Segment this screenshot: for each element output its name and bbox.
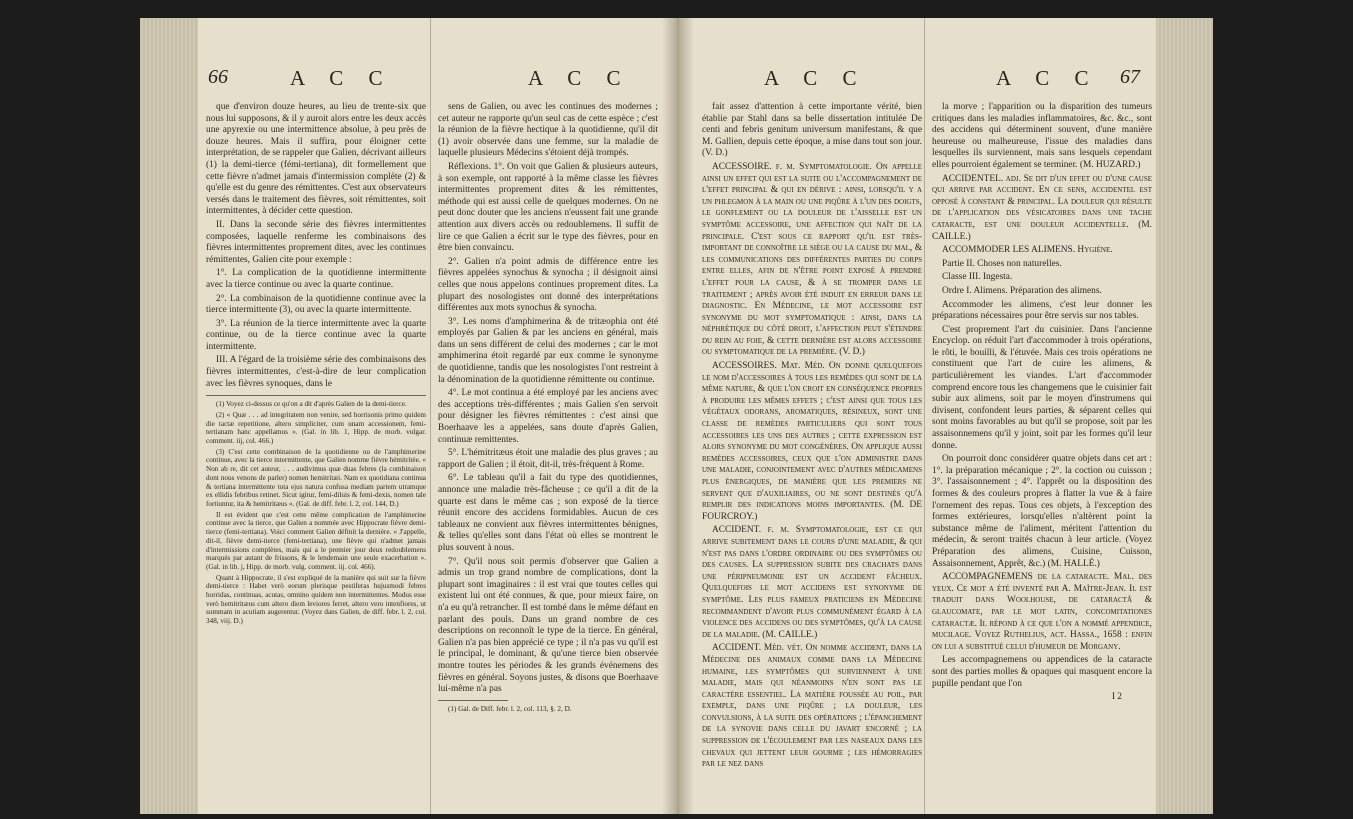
page-edges-right <box>1156 18 1213 814</box>
paragraph: fait assez d'attention à cette importante vérité, bien établie par Stahl dans sa belle dissertation intitulée De centi and febris genitum universum manifestans, & que M. Gallien, depuis cette époque, a mise dans tout son jour. (V. D.) <box>702 102 922 159</box>
paragraph: 4°. Le mot continua a été employé par les anciens avec des acceptions très-différentes ; mais Galien s'en servoit pour désigner les fièvres rémittentes : c'est ainsi que Boerhaave les a appelées, sans doute d'après Galien, continuæ remittentes. <box>438 388 658 445</box>
right-column-1 <box>702 102 922 802</box>
book-gutter <box>662 18 694 814</box>
paragraph: Accommoder les alimens, c'est leur donner les préparations nécessaires pour être servis sur nos tables. <box>932 299 1152 322</box>
right-column-2 <box>932 102 1152 802</box>
paragraph: Ordre I. Alimens. Préparation des alimens. <box>942 285 1102 296</box>
dictionary-entry: ACCOMMODER LES ALIMENS. Hygiène. <box>942 245 1113 256</box>
paragraph: sens de Galien, ou avec les continues des modernes ; cet auteur ne rapporte qu'un seul cas de cette espèce ; c'est la réunion de la fièvre hectique à la quotidienne, qu'il dit (1) avoir observée dans une femme, sur la maladie de laquelle plusieurs Médecins s'étoient déjà trompés. <box>438 102 658 159</box>
running-head-left-col2: A C C <box>528 66 631 90</box>
paragraph: 2°. La combinaison de la quotidienne continue avec la tierce intermittente (3), ou avec la quarte intermittente. <box>206 293 426 316</box>
left-page <box>198 18 674 814</box>
right-page <box>680 18 1156 814</box>
left-column-2 <box>438 102 658 802</box>
dictionary-entry: ACCESSOIRES. Mat. Méd. On donne quelquefois le nom d'accessoires à tous les remèdes qui sont de la même nature, & que l'on croit en conséquence propres à produire les mêmes effets ; c'est ainsi que tous les végétaux odorans, aromatiques, résineux, sont une classe de remèdes particuliers qui sont tous accessoires les uns des autres ; cette expression est alors synonyme du mot congénères. On applique aussi remèdes accessoires, ceux que l'on administre dans une maladie, conjointement avec d'autres médicamens plus énergiques, de manière que les premiers ne servent que d'auxiliaires, ou ne sont destinés qu'à remplir des indications moins importantes. (M. DE FOURCROY.) <box>702 361 922 522</box>
dictionary-entry: ACCIDENTEL. adj. Se dit d'un effet ou d'une cause qui arrive par accident. En ce sens, accidentel est opposé à constant & principal. La douleur qui résulte de l'application des vésicatoires dans une tache cataracte, est une douleur accidentelle. (M. CAILLE.) <box>932 173 1152 242</box>
left-page-header <box>198 66 674 96</box>
open-book <box>140 18 1213 814</box>
footnote: (2) « Quæ . . . ad integritatem non venire, sed horrisonis primo quidem die tactæ repetitione, altero simpliciter, cum unam accessionem, femi-tertianam hanc appellamus ». (Gal. in lib. 1, Hipp. de morb. vulgar. comment. iij, col. 466.) <box>206 410 426 446</box>
running-head-right-col2: A C C <box>996 66 1099 90</box>
dictionary-entry: ACCIDENT. Méd. vét. On nomme accident, dans la Médecine des animaux comme dans la Médecine humaine, les symptômes qui surviennent à une maladie, mais qui néanmoins n'en sont pas le caractère essentiel. La matière foussée au poil, par exemple, dans une piqûre ; la douleur, les convulsions, à la suite des opérations ; l'épanchement de la synovie dans celle du javart encorné ; la suppression de l'écoulement par les naseaux dans les chevaux qui jettent leur gourme ; les hémorragies par le nez dans <box>702 643 922 770</box>
page-edges-left <box>140 18 198 814</box>
paragraph: 3°. Les noms d'amphimerina & de tritæophia ont été employés par Galien & par les anciens en général, mais dans un sens différent de celui des modernes ; car le mot amphimerina étoit regardé par eux comme le synonyme de quotidienne, tandis que les nosologistes l'ont restreint à la dénomination de la quotidienne rémittente ou continue. <box>438 316 658 385</box>
footnote: (1) Voyez ci-dessus ce qu'on a dit d'après Galien de la demi-tierce. <box>216 400 407 409</box>
footnote: (1) Gal. de Diff. febr. l. 2, col. 113, §. 2, D. <box>448 704 572 713</box>
paragraph: On pourroit donc considérer quatre objets dans cet art : 1°. la préparation mécanique ; 2°. la coction ou cuisson ; 3°. l'assaisonnement ; 4°. l'apprêt ou la disposition des formes & des couleurs propres à flatter la vue & à faire l'ornement des repas. Tous ces objets, à l'exception des formes extérieures, lorsqu'elles n'altèrent point la substance même de l'aliment, méritent l'attention du médecin, & seront traités chacun à leur article. (Voyez Préparation des alimens, Cuisine, Cuisson, Assaisonnement, Apprêt, &c.) (M. HALLÉ.) <box>932 454 1152 569</box>
paragraph: Partie II. Choses non naturelles. <box>942 258 1062 269</box>
paragraph: III. A l'égard de la troisième série des combinaisons des fièvres intermittentes, c'est-à-dire de leur complication avec les fièvres synoques, dans le <box>206 355 426 389</box>
page-number-left: 66 <box>208 66 228 88</box>
column-divider <box>430 18 431 814</box>
paragraph: 7°. Qu'il nous soit permis d'observer que Galien a admis un trop grand nombre de complications, dont la plupart sont imaginaires : il est vrai que toutes celles qui existent lui ont été connues, & que, pour mieux faire, on n'a eu qu'à retrancher. Il est tombé dans le même défaut en parlant des pouls. Dans un grand nombre de ces descriptions on reconnoît le type de la tierce. En général, Galien n'a pas bien apprécié ce type ; il n'a pas vu qu'il est le principal, le dominant, & qu'une tierce bien observée montre toutes les périodes & les grands événemens des fièvres en général. Soyons justes, & disons que Boerhaave lui-même n'a pas <box>438 556 658 695</box>
paragraph: Les accompagnemens ou appendices de la cataracte sont des parties molles & opaques qui masquent encore la pupille pendant que l'on <box>932 655 1152 689</box>
dictionary-entry: ACCIDENT. f. m. Symptomatologie, est ce qui arrive subitement dans le cours d'une maladie, & qui n'est pas dans l'ordre ordinaire ou des symptômes ou des causes. La suppression subite des crachats dans une péripneumonie est un accident fâcheux. Quelquefois le mot accidens est synonyme de symptôme. Les plus fameux praticiens en Médecine recommandent d'avoir plus communément égard à la violence des accidens ou des symptômes, qu'à la cause de la maladie. (M. CAILLE.) <box>702 525 922 640</box>
paragraph: 3°. La réunion de la tierce intermittente avec la quarte continue, ou de la tierce continue avec la quarte intermittente. <box>206 318 426 352</box>
footnote: (3) C'est cette combinaison de la quotidienne ou de l'amphimerine continue, avec la tierce intermittente, que Galien nomme fièvre hémitritée. « Non ab re, dit cet auteur, . . . audivimus quæ duas febres (la combinaison dont nous venons de parler) nomen hemitritæi. Nam ex quotidiana continua & tertiana intermittente tota ejus natura confusa mediam partem utramque ex ellidis febribus retinet. Sicut igitur, femi-diluis & femi-dexis, nomen tale fortiuntur, ita & hemitritæus ». (Gal. de diff. febr. l. 2, col. 144, D.) <box>206 447 426 508</box>
column-divider <box>924 18 925 814</box>
paragraph: la morve ; l'apparition ou la disparition des tumeurs critiques dans les maladies inflammatoires, &c. &c., sont des accidens qui déterminent souvent, d'une manière heureuse ou malheureuse, l'issue des maladies dans lesquelles ils surviennent, mais sans lesquels cependant elles pourroient également se terminer. (M. HUZARD.) <box>932 102 1152 170</box>
running-head-left: A C C <box>290 66 393 90</box>
signature-mark: I 2 <box>1111 692 1122 703</box>
footnote: Quant à Hippocrate, il s'est expliqué de la manière qui suit sur la fièvre demi-tierce : Habet verò eorum plerisque pestiferas hujusmodi febres horridas, continuas, acutas, omnino quidem non intermittentes. Modus esse verò hemitritæus cum altero diem leviores ferret, altero vero intenfiores, ut summam in acutiam augerentur. (Voyez dans Galien, de diff. febr. l. 2, col. 348, viij. D.) <box>206 573 426 626</box>
paragraph: Réflexions. 1°. On voit que Galien & plusieurs auteurs, à son exemple, ont rapporté à la même classe les fièvres intermittentes proprement dites & les rémittentes, méthode qui est aussi celle de quelques modernes. On ne peut donc douter que les anciens n'eussent fait une grande attention aux divers accès ou redoublemens. Il suffit de lire ce que Galien a écrit sur le type des fièvres, pour en être bien convaincu. <box>438 161 658 254</box>
footnote-rule <box>438 700 508 701</box>
paragraph: 1°. La complication de la quotidienne intermittente avec la tierce continue ou avec la quarte continue. <box>206 268 426 290</box>
paragraph: que d'environ douze heures, au lieu de trente-six que nous lui supposons, & il y auroit alors entre les deux accès une apyrexie ou une intermittence absolue, à peu près de douze heures. Mais il suffira, pour éloigner cette interprétation, de se rappeler que Galien, décrivant ailleurs (1) la demi-tierce (fémi-tertiana), dit formellement que cette fièvre n'admet jamais d'intermission complète (2) & qu'elle est du genre des rémittentes. C'est aux observateurs versés dans le traitement des fièvres, soit rémittentes, soit intermittentes, à décider cette question. <box>206 102 426 217</box>
dictionary-entry: ACCOMPAGNEMENS de la cataracte. Mal. des yeux. Ce mot a été inventé par A. Maître-Jean. Il est traduit dans Woolhouse, de cataractâ & glaucomate, par le mot latin, concomitationes cataractæ. Il répond à ce que l'on a nommé appendice, mucilage. Voyez Ruthelius, act. Hassa., 1658 : enfin on lui a substitué celui d'humeur de Morgany. <box>932 572 1152 652</box>
paragraph: 6°. Le tableau qu'il a fait du type des quotidiennes, annonce une maladie très-fâcheuse ; ce qu'il a dit de la quarte est dans le même cas ; son exposé de la tierce réunit encore des accidens formidables. Aucun de ces tableaux ne convient aux fièvres intermittentes bénignes, & telles qu'elles sont dans l'état où elles se montrent le plus souvent à nous. <box>438 473 658 553</box>
paragraph: II. Dans la seconde série des fièvres intermittentes composées, laquelle renferme les combinaisons des fièvres intermittentes proprement dites, avec les continues rémittentes, Galien cite pour exemple : <box>206 219 426 265</box>
page-number-right: 67 <box>1120 66 1140 88</box>
paragraph: 2°. Galien n'a point admis de différence entre les fièvres appelées synochus & synocha ; il désignoit ainsi celles que nous appelons continues proprement dites. La plupart des nosologistes ont donné des interprétations différentes aux mots synochus & synocha. <box>438 256 658 314</box>
paragraph: C'est proprement l'art du cuisinier. Dans l'ancienne Encyclop. on réduit l'art d'accommoder à trois opérations, le rôti, le bouilli, & l'étuvée. Mais ces trois opérations ne constituent que l'art de cuire les alimens, & particulièrement les viandes. L'art d'accommoder comprend encore tous les changemens que le cuisinier fait subir aux alimens, soit par le moyen d'instrumens qui divisent, confondent leurs parties, & séparent celles qui sont moins favorables au but qu'il se propose, soit par les assaisonnemens qu'il y joint, soit par les formes qu'il leur donne. <box>932 324 1152 451</box>
paragraph: Classe III. Ingesta. <box>942 272 1013 283</box>
dictionary-entry: ACCESSOIRE. f. m. Symptomatologie. On appelle ainsi un effet qui est la suite ou l'accompagnement de l'effet principal & qui en dérive : ainsi, lorsqu'il y a un phlegmon à la main ou une piqûre à l'un des doigts, le gonflement ou la douleur de l'aisselle est un symptôme accessoire, une affection qui naît de la principale. C'est sous ce rapport qu'il est très-important de connoître le siège ou la cause du mal, & les communications des différentes parties du corps entre elles, afin de n'être point exposé à prendre l'effet pour la cause, & à se tromper dans le traitement ; après avoir été induit en erreur dans le diagnostic. En Médecine, le mot accessoire est synonyme du mot symptomatique : ainsi, dans la néphrétique du côté droit, l'affection peut s'étendre du rein au foie, & cette dernière est alors accessoire ou symptomatique de la première. (V. D.) <box>702 161 922 358</box>
running-head-right-col1: A C C <box>764 66 867 90</box>
left-column-1 <box>206 102 426 802</box>
paragraph: 5°. L'hémitritæus étoit une maladie des plus graves ; au rapport de Galien ; il étoit, dit-il, très-fréquent à Rome. <box>438 448 658 470</box>
footnote: Il est évident que c'est cette même complication de l'amphimerine continue avec la tierce, que Galien a nommée avec Hippocrate fièvre demi-tierce (femi-tertiana). Voici comment Galien définit la dernière. « J'appelle, dit-il, fièvre demi-tierce (femi-tertiana), une fièvre qui n'admet jamais d'intermissions complètes, mais qui a le premier jour deux redoublemens marqués par autant de frissons, & le lendemain une seule exacerbation ». (Gal. in lib. j, Hipp. de morb. vulg. comment. iij. col. 466). <box>206 510 426 571</box>
right-page-header <box>680 66 1156 96</box>
footnote-rule <box>206 395 426 396</box>
